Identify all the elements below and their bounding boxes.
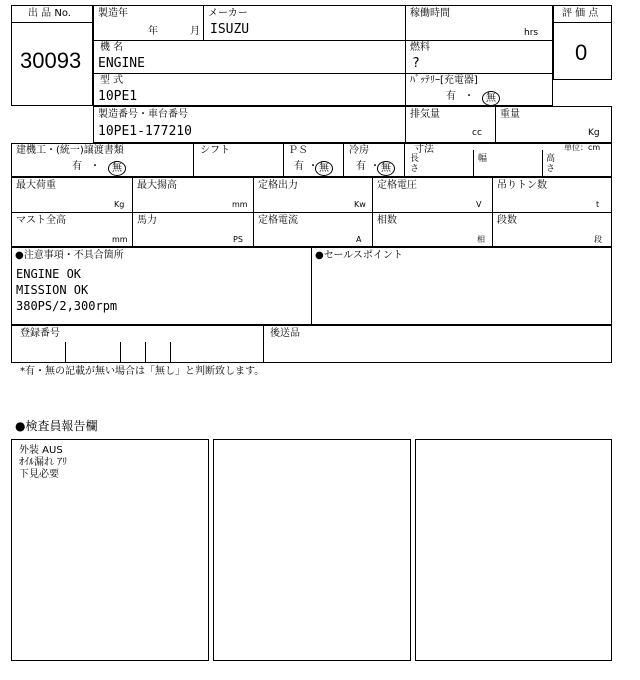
displacement-label: 排気量	[410, 109, 440, 120]
weight-label: 重量	[500, 109, 520, 120]
inspector-line: 下見必要	[19, 469, 59, 480]
ps-ari: 有	[294, 161, 304, 172]
width-label: 幅	[478, 154, 488, 164]
score-label: 評 価 点	[562, 8, 599, 19]
ac-label: 冷房	[349, 145, 369, 156]
transfer-dot: ・	[90, 161, 100, 172]
maker-label: メーカー	[208, 8, 248, 19]
serial-label: 製造番号・車台番号	[98, 109, 188, 120]
height-label: 高さ	[546, 154, 556, 174]
ps-dot: ・	[308, 161, 318, 172]
weight-unit: Kg	[588, 128, 600, 138]
phase-label: 相数	[377, 215, 397, 226]
inspector-box-2	[213, 439, 411, 661]
type-label: 型 式	[100, 75, 124, 86]
model-name-value: ENGINE	[98, 56, 145, 71]
battery-label: ﾊﾞｯﾃﾘｰ[充電器]	[410, 75, 478, 86]
ac-nashi: 無	[377, 161, 395, 176]
inspector-line: ｵｲﾙ漏れ ｱﾘ	[19, 457, 68, 468]
length-label: 長さ	[410, 154, 420, 174]
ac-dot: ・	[370, 161, 380, 172]
model-name-label: 機 名	[100, 42, 124, 53]
horsepower-unit: PS	[233, 235, 243, 244]
max-load-unit: Kg	[114, 200, 125, 209]
caution-lines	[16, 266, 117, 314]
rated-current-unit: A	[356, 235, 362, 244]
month-suffix: 月	[190, 26, 200, 37]
stage-label: 段数	[497, 215, 517, 226]
ps-nashi: 無	[315, 161, 333, 176]
lot-number: 30093	[20, 48, 82, 73]
hours-unit: hrs	[524, 28, 539, 38]
type-value: 10PE1	[98, 89, 138, 104]
battery-nashi: 無	[482, 91, 500, 106]
serial-value: 10PE1-177210	[98, 124, 192, 139]
caution-label: ●注意事項・不具合箇所	[15, 250, 124, 261]
transfer-ari: 有	[72, 161, 82, 172]
post-delivery-label: 後送品	[270, 328, 300, 339]
maker-value: ISUZU	[210, 22, 250, 37]
caution-line: 380PS/2,300rpm	[16, 299, 118, 313]
fuel-label: 燃料	[410, 42, 430, 53]
horsepower-label: 馬力	[137, 215, 157, 226]
inspector-line: 外装 AUS	[19, 445, 63, 456]
registration-label: 登録番号	[20, 328, 60, 339]
inspector-lines	[19, 445, 67, 481]
stage-unit: 段	[594, 235, 602, 244]
score-value: 0	[575, 40, 588, 65]
displacement-unit: cc	[472, 128, 482, 138]
year-suffix: 年	[148, 26, 158, 37]
year-label: 製造年	[98, 8, 128, 19]
ac-ari: 有	[356, 161, 366, 172]
max-lift-unit: mm	[232, 200, 248, 209]
phase-unit: 相	[477, 235, 485, 244]
inspector-box-3	[415, 439, 612, 661]
transfer-nashi-circled	[108, 158, 126, 176]
sales-point-label: ●セールスポイント	[315, 250, 403, 261]
battery-dot: ・	[464, 91, 474, 102]
hours-label: 稼働時間	[410, 8, 450, 19]
transfer-doc-label: 建機工・(統一)譲渡書類	[16, 145, 124, 156]
rated-current-label: 定格電流	[258, 215, 298, 226]
caution-line: ENGINE OK	[16, 267, 82, 281]
rated-voltage-label: 定格電圧	[377, 180, 417, 191]
ac-nashi-circled	[377, 158, 395, 176]
lot-number-label: 出 品 No.	[28, 8, 71, 19]
ps-label: ＰＳ	[288, 145, 308, 156]
max-load-label: 最大荷重	[16, 180, 56, 191]
fuel-value: ?	[412, 56, 420, 71]
ps-nashi-circled	[315, 158, 333, 176]
caution-line: MISSION OK	[16, 283, 89, 297]
crane-ton-label: 吊りトン数	[497, 180, 547, 191]
battery-ari: 有	[446, 91, 456, 102]
rated-voltage-unit: V	[476, 200, 482, 209]
rated-output-unit: Kw	[354, 200, 366, 209]
dimension-unit: 単位：cm	[564, 143, 601, 152]
registration-row	[11, 325, 612, 363]
mast-height-unit: mm	[112, 235, 128, 244]
dimension-label: 寸法	[414, 144, 434, 155]
max-lift-label: 最大揚高	[137, 180, 177, 191]
mast-height-label: マスト全高	[16, 215, 66, 226]
footnote: *有・無の記載が無い場合は「無し」と判断致します。	[20, 366, 265, 377]
transfer-nashi: 無	[108, 161, 126, 176]
shift-label: シフト	[200, 145, 230, 156]
inspector-title: ●検査員報告欄	[15, 419, 98, 433]
battery-nashi-circled	[482, 88, 500, 106]
rated-output-label: 定格出力	[258, 180, 298, 191]
crane-ton-unit: t	[596, 200, 600, 209]
